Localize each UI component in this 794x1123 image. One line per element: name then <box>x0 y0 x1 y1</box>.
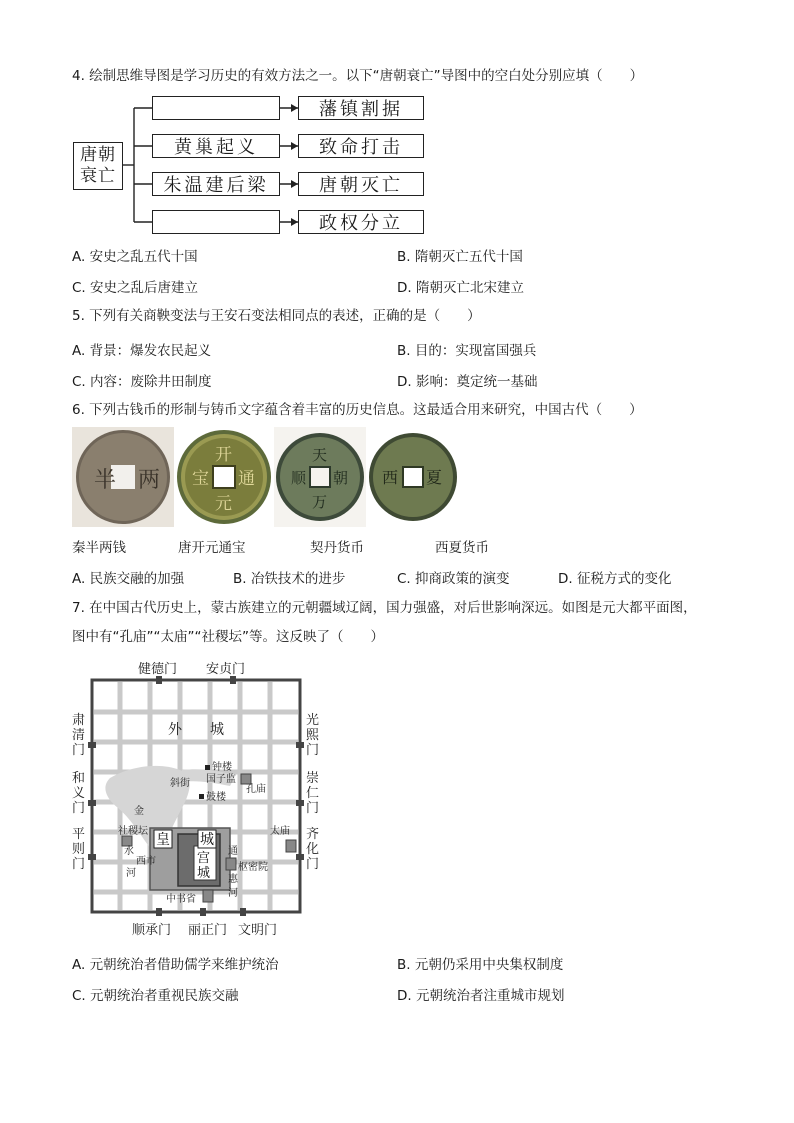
coin-tang-char-right: 通 <box>238 469 255 489</box>
gate-chongren <box>306 770 319 816</box>
mindmap-right-box-2: 致命打击 <box>298 134 424 158</box>
mindmap-right-box-1: 藩镇割据 <box>298 96 424 120</box>
label-taimiao: 太庙 <box>270 826 290 837</box>
gate-char: 清 <box>72 728 86 743</box>
coin-caption-khitan: 契丹货币 <box>310 540 364 556</box>
gate-char: 齐 <box>306 827 320 842</box>
yuan-dadu-map <box>70 658 326 940</box>
gate-char: 门 <box>306 857 320 872</box>
gate-qihua <box>306 827 319 872</box>
coin-tang-char-top: 开 <box>215 445 232 465</box>
mindmap-left-box-1 <box>152 96 280 120</box>
coin-khitan-char-left: 顺 <box>291 469 307 487</box>
q4-option-d[interactable]: D. 隋朝灭亡北宋建立 <box>397 280 524 296</box>
coin-caption-tang: 唐开元通宝 <box>178 540 246 556</box>
label-confucius-temple: 孔庙 <box>246 784 266 795</box>
q5-option-b[interactable]: B. 目的：实现富国强兵 <box>397 343 537 359</box>
gate-char: 义 <box>72 786 86 801</box>
q7-option-c[interactable]: C. 元朝统治者重视民族交融 <box>72 988 239 1004</box>
q7-stem-line2: 图中有“孔庙”“太庙”“社稷坛”等。这反映了（ ） <box>72 629 384 645</box>
q7-option-d[interactable]: D. 元朝统治者注重城市规划 <box>397 988 565 1004</box>
gate-guangxi <box>306 712 320 758</box>
gate-char: 肃 <box>72 713 86 728</box>
label-outer-wai: 外 <box>168 722 182 738</box>
mindmap-root-line1: 唐朝 <box>80 145 116 165</box>
mindmap-left-box-3: 朱温建后梁 <box>152 172 280 196</box>
coin-qin-char-2: 两 <box>138 468 161 493</box>
label-hui: 惠 <box>228 874 238 885</box>
gate-suqing <box>72 713 85 758</box>
coin-khitan-char-top: 天 <box>312 446 328 464</box>
label-xishi: 西市 <box>136 856 156 867</box>
coin-caption-qin: 秦半两钱 <box>72 540 126 556</box>
coin-khitan-char-right: 朝 <box>333 469 349 487</box>
label-outer-cheng: 城 <box>210 722 224 738</box>
gate-char: 则 <box>72 842 86 857</box>
gate-wenming: 文明门 <box>238 923 278 938</box>
q6-stem: 6. 下列古钱币的形制与铸币文字蕴含着丰富的历史信息。这最适合用来研究，中国古代（ ） <box>72 402 643 418</box>
coin-tang-kaiyuan <box>174 427 274 527</box>
q5-option-d[interactable]: D. 影响：奠定统一基础 <box>397 374 538 390</box>
q4-option-c[interactable]: C. 安史之乱后唐建立 <box>72 280 199 296</box>
gate-char: 化 <box>306 842 320 857</box>
mindmap-root-line2: 衰亡 <box>80 166 116 186</box>
gate-pingze <box>72 827 85 872</box>
q7-stem-line1: 7. 在中国古代历史上，蒙古族建立的元朝疆域辽阔，国力强盛，对后世影响深远。如图是元大都平面图， <box>72 600 697 616</box>
label-jin: 金 <box>134 806 144 817</box>
q4-option-a[interactable]: A. 安史之乱五代十国 <box>72 249 198 265</box>
label-tonghui-river: 河 <box>228 888 238 899</box>
q5-option-a[interactable]: A. 背景：爆发农民起义 <box>72 343 212 359</box>
label-river: 河 <box>126 868 136 879</box>
label-drum-tower: 鼓楼 <box>206 792 226 803</box>
label-zhongshusheng: 中书省 <box>166 894 196 905</box>
gate-char: 熙 <box>306 728 320 743</box>
mindmap-left-box-2: 黄巢起义 <box>152 134 280 158</box>
label-tong: 通 <box>228 846 238 857</box>
label-huang: 皇 <box>156 832 170 848</box>
label-gong: 宫 <box>197 851 211 866</box>
gate-char: 光 <box>306 713 320 728</box>
q7-option-b[interactable]: B. 元朝仍采用中央集权制度 <box>397 957 564 973</box>
mindmap-right-box-3: 唐朝灭亡 <box>298 172 424 196</box>
q6-option-d[interactable]: D. 征税方式的变化 <box>558 571 672 587</box>
mindmap-right-box-4: 政权分立 <box>298 210 424 234</box>
label-shuiji: 水 <box>124 846 134 857</box>
gate-char: 门 <box>72 801 86 816</box>
label-huangcheng-cheng: 城 <box>200 832 214 848</box>
gate-char: 门 <box>306 743 320 758</box>
q6-option-b[interactable]: B. 冶铁技术的进步 <box>233 571 346 587</box>
coin-western-xia <box>366 427 460 527</box>
gate-shuncheng: 顺承门 <box>132 923 172 938</box>
label-gongcheng-cheng: 城 <box>197 866 211 881</box>
coin-qin-char-1: 半 <box>94 468 117 493</box>
q5-stem: 5. 下列有关商鞅变法与王安石变法相同点的表述，正确的是（ ） <box>72 308 481 324</box>
q4-stem: 4. 绘制思维导图是学习历史的有效方法之一。以下“唐朝衰亡”导图中的空白处分别应填（ ） <box>72 68 644 84</box>
gate-char: 门 <box>306 801 320 816</box>
q6-option-c[interactable]: C. 抑商政策的演变 <box>397 571 510 587</box>
coin-xia-char-1: 西 <box>382 468 399 487</box>
gate-anzhen: 安贞门 <box>206 662 246 677</box>
label-bell-tower: 钟楼 <box>212 762 232 773</box>
gate-char: 平 <box>72 827 86 842</box>
gate-char: 门 <box>72 857 86 872</box>
gate-char: 仁 <box>306 786 320 801</box>
coin-khitan-char-bottom: 万 <box>312 493 328 511</box>
mindmap-root <box>73 142 123 190</box>
coin-tang-char-left: 宝 <box>192 469 209 489</box>
coin-caption-xia: 西夏货币 <box>435 540 489 556</box>
gate-char: 和 <box>72 771 86 786</box>
q7-option-a[interactable]: A. 元朝统治者借助儒学来维护统治 <box>72 957 279 973</box>
mindmap-left-box-4 <box>152 210 280 234</box>
gate-char: 门 <box>72 743 86 758</box>
q5-option-c[interactable]: C. 内容：废除井田制度 <box>72 374 212 390</box>
q6-option-a[interactable]: A. 民族交融的加强 <box>72 571 185 587</box>
gate-char: 崇 <box>306 771 320 786</box>
label-xiejie: 斜街 <box>170 778 190 789</box>
gate-jiande: 健德门 <box>138 662 178 677</box>
label-guozijian: 国子监 <box>206 774 236 785</box>
label-shumiyuan: 枢密院 <box>238 862 268 873</box>
coin-tang-char-bottom: 元 <box>215 494 232 514</box>
gate-lizheng: 丽正门 <box>188 923 228 938</box>
coin-xia-char-2: 夏 <box>426 468 443 487</box>
coin-khitan <box>274 427 366 527</box>
q4-option-b[interactable]: B. 隋朝灭亡五代十国 <box>397 249 523 265</box>
label-shejitan: 社稷坛 <box>118 826 148 837</box>
coin-qin-banliang <box>72 427 174 527</box>
gate-heyi <box>72 771 85 816</box>
